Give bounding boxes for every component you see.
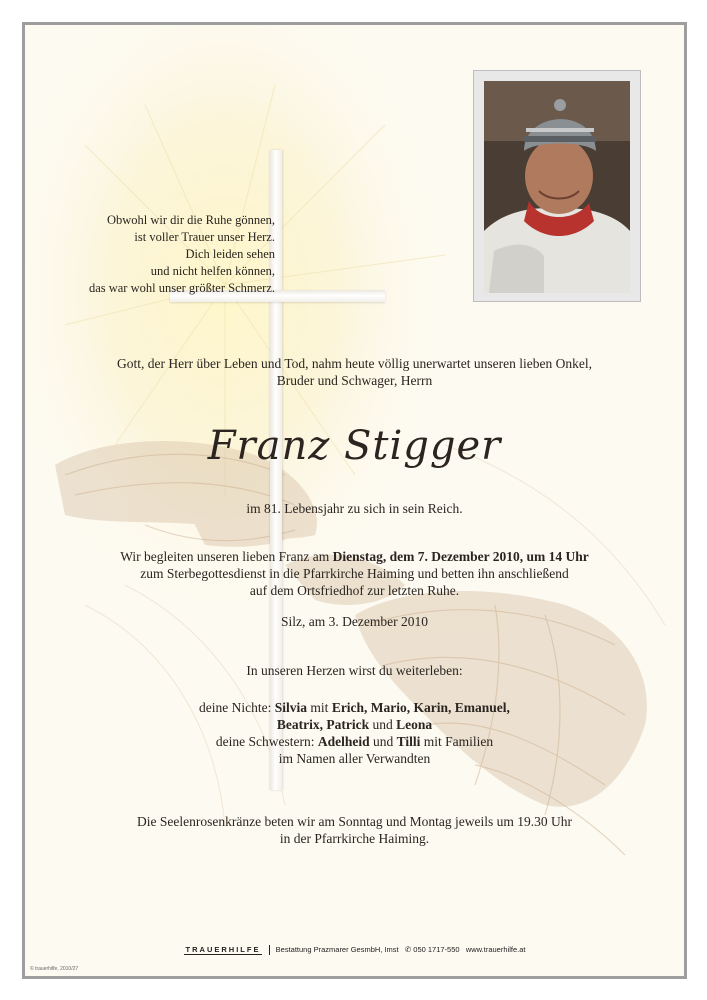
poem-line: Obwohl wir dir die Ruhe gönnen,: [106, 213, 275, 227]
phone-icon: ✆: [404, 945, 412, 954]
footer-divider: [269, 945, 270, 955]
rosary-text: [25, 813, 684, 847]
trauerhilfe-logo: TRAUERHILFE: [185, 945, 261, 954]
intro-text: [25, 355, 684, 389]
portrait-illustration: [484, 81, 630, 293]
nieces-line-2: Beatrix, Patrick und Leona: [276, 717, 433, 732]
portrait-photo: [484, 81, 630, 293]
poem-line: das war wohl unser größter Schmerz.: [88, 281, 275, 295]
poem-line: ist voller Trauer unser Herz.: [134, 230, 275, 244]
funeral-date: Dienstag, dem 7. Dezember 2010, um 14 Uhr: [332, 549, 589, 564]
hearts-line: In unseren Herzen wirst du weiterleben:: [246, 663, 463, 678]
funeral-line-1: Wir begleiten unseren lieben Franz am Dienstag, dem 7. Dezember 2010, um 14 Uhr: [120, 549, 589, 564]
relatives-list: [25, 699, 684, 767]
footer: [25, 945, 684, 955]
intro-line: Bruder und Schwager, Herrn: [276, 373, 433, 388]
poem: [65, 212, 275, 297]
deceased-name: Franz Stigger: [207, 423, 502, 469]
phone-number: 050 1717-550: [413, 945, 460, 954]
parte-card: [22, 22, 687, 979]
nieces-line: deine Nichte: Silvia mit Erich, Mario, Karin, Emanuel,: [199, 700, 510, 715]
intro-line: Gott, der Herr über Leben und Tod, nahm heute völlig unerwartet unseren lieben Onkel,: [117, 356, 592, 371]
copyright-note: © trauerhilfe, 2010/27: [30, 966, 79, 972]
poem-line: Dich leiden sehen: [185, 247, 275, 261]
age-line: im 81. Lebensjahr zu sich in sein Reich.: [246, 501, 463, 516]
funeral-line-3: auf dem Ortsfriedhof zur letzten Ruhe.: [249, 583, 460, 598]
poem-line: und nicht helfen können,: [150, 264, 275, 278]
company-name: Bestattung Prazmarer GesmbH, Imst: [275, 945, 399, 954]
place-date: Silz, am 3. Dezember 2010: [281, 614, 428, 629]
portrait-frame: [473, 70, 641, 302]
rosary-line-2: in der Pfarrkirche Haiming.: [279, 831, 430, 846]
website-link[interactable]: www.trauerhilfe.at: [465, 945, 526, 954]
all-relatives-line: im Namen aller Verwandten: [278, 751, 431, 766]
funeral-line-2: zum Sterbegottesdienst in die Pfarrkirche Haiming und betten ihn anschließend: [140, 566, 569, 581]
rosary-line-1: Die Seelenrosenkränze beten wir am Sonntag und Montag jeweils um 19.30 Uhr: [137, 814, 572, 829]
funeral-text: [25, 548, 684, 599]
sisters-line: deine Schwestern: Adelheid und Tilli mit Familien: [215, 734, 494, 749]
